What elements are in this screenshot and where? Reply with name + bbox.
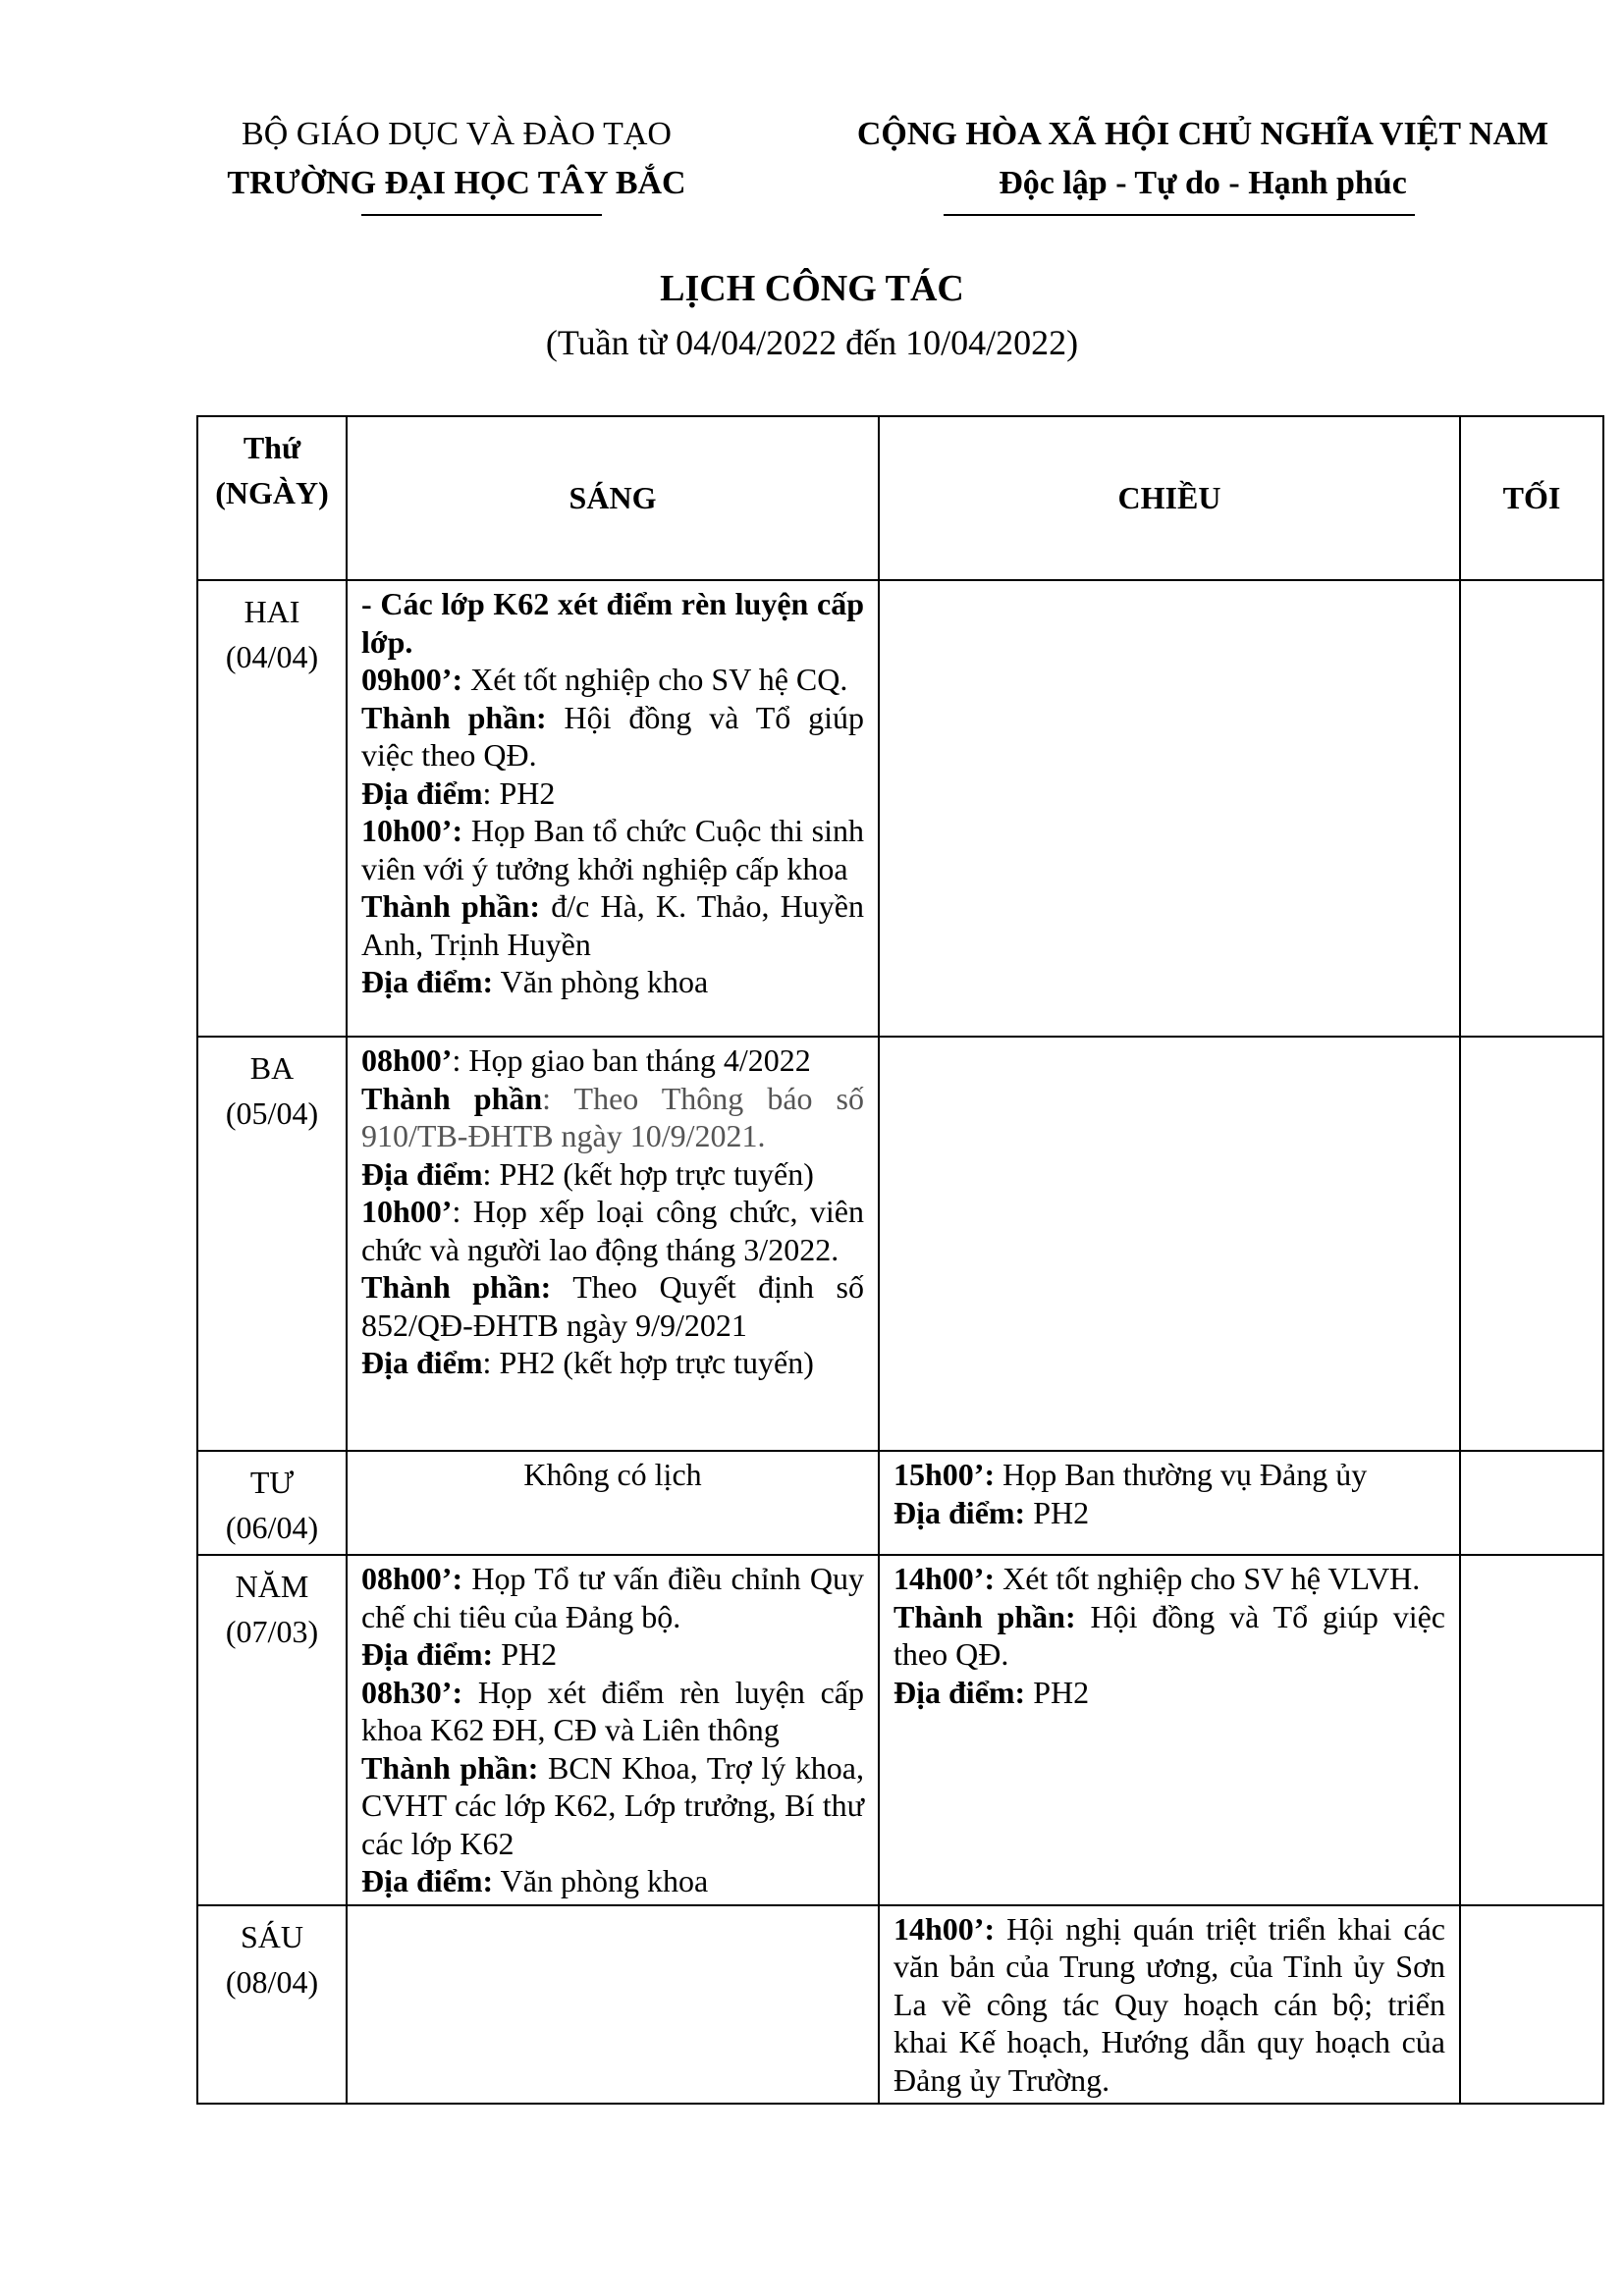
location-line [361,1155,864,1194]
afternoon-cell [879,580,1460,1037]
participants-label: Thành phần: [361,699,547,735]
day-name: NĂM [235,1569,309,1604]
table-row [197,1555,1603,1905]
event-title: : Họp xếp loại công chức, viên chức và người lao động tháng 3/2022. [361,1194,864,1267]
location-label: Địa điểm [361,1345,483,1380]
morning-cell [347,1555,879,1905]
document-title: LỊCH CÔNG TÁC [660,268,964,309]
table-row [197,1037,1603,1451]
event-time: 08h30’: [361,1674,463,1710]
event-time: 09h00’: [361,662,463,697]
event-time: 10h00’: [361,813,463,848]
column-header-day [197,416,347,580]
location-label: Địa điểm: [893,1674,1026,1710]
day-date: (04/04) [225,639,319,674]
afternoon-cell [879,1905,1460,2105]
event-line [361,661,864,699]
national-motto: Độc lập - Tự do - Hạnh phúc [999,165,1407,201]
location-value: Văn phòng khoa [493,964,709,999]
location-value: : PH2 (kết hợp trực tuyến) [482,1155,814,1192]
location-value: PH2 [493,1636,558,1672]
issuer-block [211,110,702,208]
column-header-date-label: (NGÀY) [215,475,329,510]
participants-value: Theo Quyết định số 852/QĐ-ĐHTB ngày 9/9/2021 [361,1269,864,1343]
day-name: HAI [244,594,300,629]
location-label: Địa điểm [361,774,483,811]
location-label: Địa điểm: [893,1494,1026,1530]
event-line [361,1041,864,1080]
event-time: 14h00’: [893,1910,996,1947]
event-title: Hội nghị quán triệt triển khai các văn bản của Trung ương, của Tỉnh ủy Sơn La về công tác Quy hoạch cán bộ; triển khai Kế hoạch, Hướng dẫn quy hoạch của Đảng ủy Trường. [893,1910,1445,2098]
day-name: TƯ [249,1465,295,1500]
table-row [197,580,1603,1037]
location-line [361,1862,864,1900]
participants-label: Thành phần: [361,1749,539,1786]
location-label: Địa điểm [361,1155,483,1192]
participants-label: Thành phần: [361,888,540,924]
day-date: (06/04) [225,1510,319,1545]
event-line [361,1560,864,1635]
location-label: Địa điểm: [361,1863,494,1898]
event-line [361,1193,864,1268]
note-line: - Các lớp K62 xét điểm rèn luyện cấp lớp. [361,586,864,660]
location-line [361,774,864,813]
event-title: Họp xét điểm rèn luyện cấp khoa K62 ĐH, CĐ và Liên thông [361,1674,864,1747]
day-cell [197,580,347,1037]
event-title: Họp Tổ tư vấn điều chỉnh Quy chế chi tiêu của Đảng bộ. [361,1561,864,1634]
event-line [893,1910,1445,2100]
motto-underline [944,214,1415,216]
morning-cell [347,1037,879,1451]
participants-value: Hội đồng và Tổ giúp việc theo QĐ. [893,1598,1446,1672]
location-line [361,1344,864,1382]
location-value: Văn phòng khoa [493,1863,709,1898]
day-date: (07/03) [225,1614,319,1649]
afternoon-cell [879,1451,1460,1555]
university-name: TRƯỜNG ĐẠI HỌC TÂY BẮC [227,165,686,201]
event-title: : Họp giao ban tháng 4/2022 [452,1042,811,1078]
location-value: : PH2 (kết hợp trực tuyến) [482,1345,814,1380]
schedule-table [196,415,1604,2105]
location-line [893,1494,1445,1532]
day-date: (05/04) [225,1095,319,1131]
day-name: BA [249,1050,295,1086]
location-line [361,963,864,1001]
event-title: Họp Ban tổ chức Cuộc thi sinh viên với ý tưởng khởi nghiệp cấp khoa [361,813,864,886]
location-label: Địa điểm: [361,1636,494,1672]
participants-label: Thành phần [361,1080,543,1116]
participants-line [361,887,864,963]
participants-value: Hội đồng và Tổ giúp việc theo QĐ. [361,699,864,773]
event-time: 08h00’: [361,1561,463,1596]
event-title: Họp Ban thường vụ Đảng ủy [995,1457,1368,1492]
column-header-evening: TỐI [1460,416,1603,580]
event-line [361,812,864,887]
country-name: CỘNG HÒA XÃ HỘI CHỦ NGHĨA VIỆT NAM [856,116,1549,152]
ministry-name: BỘ GIÁO DỤC VÀ ĐÀO TẠO [242,116,672,152]
location-value: : PH2 [482,774,556,811]
location-value: PH2 [1025,1494,1090,1530]
participants-line [361,1749,864,1863]
participants-label: Thành phần: [893,1598,1076,1634]
participants-value: : Theo Thông báo số 910/TB-ĐHTB ngày 10/9/2021. [361,1080,865,1153]
event-title: Xét tốt nghiệp cho SV hệ CQ. [462,662,848,697]
document-subtitle: (Tuần từ 04/04/2022 đến 10/04/2022) [545,323,1079,362]
event-time: 08h00’ [361,1042,453,1078]
location-label: Địa điểm: [361,964,494,999]
event-time: 14h00’: [893,1561,996,1596]
table-row [197,1905,1603,2105]
column-header-morning: SÁNG [347,416,879,580]
participants-label: Thành phần: [361,1269,552,1305]
participants-line [361,1268,864,1344]
evening-cell [1460,1555,1603,1905]
column-header-day-label: Thứ [243,430,301,465]
national-heading [820,110,1586,208]
event-line [893,1456,1445,1494]
evening-cell [1460,1905,1603,2105]
day-date: (08/04) [225,1963,319,2000]
participants-line [361,1080,864,1155]
participants-line [361,699,864,774]
location-line [893,1674,1445,1712]
morning-cell [347,1905,879,2105]
day-cell [197,1037,347,1451]
morning-cell [347,1451,879,1555]
event-time: 15h00’: [893,1457,996,1492]
afternoon-cell [879,1555,1460,1905]
day-cell [197,1905,347,2105]
morning-cell [347,580,879,1037]
location-value: PH2 [1025,1674,1090,1710]
afternoon-cell [879,1037,1460,1451]
evening-cell [1460,1451,1603,1555]
location-line [361,1635,864,1674]
event-time: 10h00’ [361,1194,453,1229]
evening-cell [1460,1037,1603,1451]
day-cell [197,1555,347,1905]
day-cell [197,1451,347,1555]
day-name: SÁU [240,1918,303,1954]
issuer-underline [361,214,602,216]
event-title: Xét tốt nghiệp cho SV hệ VLVH. [995,1561,1421,1596]
event-line [361,1674,864,1749]
participants-value: BCN Khoa, Trợ lý khoa, CVHT các lớp K62, Lớp trưởng, Bí thư các lớp K62 [361,1749,865,1861]
column-header-afternoon: CHIỀU [879,416,1460,580]
table-header-row [197,416,1603,580]
event-line [893,1560,1445,1598]
evening-cell [1460,580,1603,1037]
participants-line [893,1598,1445,1674]
participants-value: đ/c Hà, K. Thảo, Huyền Anh, Trịnh Huyền [361,888,864,962]
no-schedule-text: Không có lịch [523,1457,702,1492]
table-row [197,1451,1603,1555]
